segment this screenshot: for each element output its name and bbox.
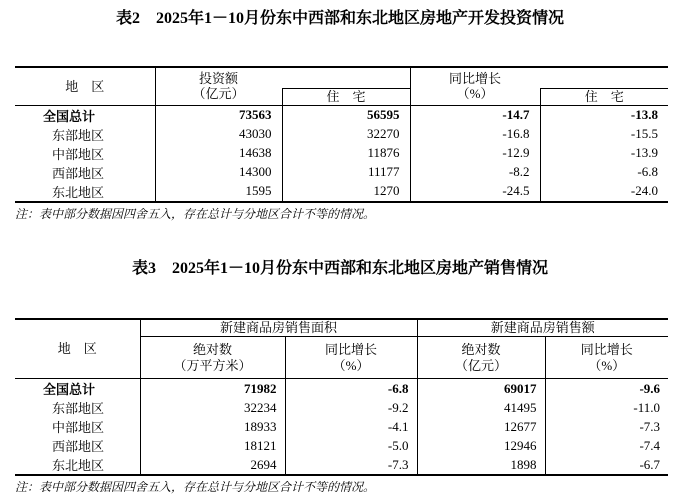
region-cell: 西部地区 [52,165,105,181]
table-note: 注：表中部分数据因四舍五入，存在总计与分地区合计不等的情况。 [15,480,376,494]
value-cell: 41495 [417,398,545,417]
table-row [15,379,668,399]
value-cell: -5.0 [285,436,417,455]
value-cell: 11876 [282,144,410,163]
value-cell: -9.6 [545,379,668,399]
value-cell: 32234 [140,398,285,417]
residential-yoy-subheader: 住 宅 [540,88,668,105]
investment-column-header [155,67,282,105]
area-yoy-line2: （%） [332,357,370,373]
table3-sales [15,318,668,477]
table-row [15,398,668,417]
value-cell: 18933 [140,417,285,436]
value-cell: 43030 [155,125,282,144]
table2-title: 表2 2025年1－10月份东中西部和东北地区房地产开发投资情况 [115,10,564,27]
value-cell: -14.7 [410,105,540,125]
table2-header-row-1 [15,67,668,88]
value-cell: 2694 [140,455,285,475]
header-spacer-cell [540,67,668,88]
region-cell: 东北地区 [52,184,105,200]
value-yoy-subheader [545,337,668,379]
region-column-header: 地 区 [15,67,155,105]
value-cell: -7.3 [545,417,668,436]
value-cell: 71982 [140,379,285,399]
value-cell: 14638 [155,144,282,163]
table2-body [15,105,668,202]
value-cell: -24.0 [540,182,668,202]
region-cell: 东部地区 [52,127,105,143]
value-cell: -4.1 [285,417,417,436]
yoy-header-line1: 同比增长 [448,70,501,86]
value-cell: 73563 [155,105,282,125]
area-absolute-subheader [140,337,285,379]
value-cell: 1898 [417,455,545,475]
investment-header-line2: （亿元） [192,86,245,102]
value-cell: -16.8 [410,125,540,144]
area-yoy-subheader [285,337,417,379]
table-row [15,144,668,163]
value-cell: 14300 [155,163,282,182]
value-cell: 32270 [282,125,410,144]
region-cell: 全国总计 [43,382,96,397]
yoy-header-line2: （%） [456,86,494,102]
value-absolute-subheader [417,337,545,379]
table2-header [15,67,668,105]
value-cell: -13.9 [540,144,668,163]
region-column-header: 地 区 [15,319,140,379]
value-absolute-line1: 绝对数 [461,342,501,358]
table3-header [15,319,668,379]
table3-title: 表3 2025年1－10月份东中西部和东北地区房地产销售情况 [131,259,548,277]
value-cell: -7.3 [285,455,417,475]
region-cell: 全国总计 [43,108,96,124]
value-absolute-line2: （亿元） [455,357,508,373]
region-cell: 东北地区 [52,458,105,473]
value-yoy-line1: 同比增长 [580,342,633,358]
table-note: 注：表中部分数据因四舍五入，存在总计与分地区合计不等的情况。 [15,206,376,221]
region-cell: 东部地区 [52,401,105,416]
value-cell: -8.2 [410,163,540,182]
value-cell: -12.9 [410,144,540,163]
region-cell: 中部地区 [52,420,105,435]
value-cell: 12946 [417,436,545,455]
value-cell: -11.0 [545,398,668,417]
table-row [15,105,668,125]
region-cell: 西部地区 [52,439,105,454]
value-yoy-line2: （%） [588,357,626,373]
yoy-column-header [410,67,540,105]
table-row [15,182,668,202]
value-cell: 18121 [140,436,285,455]
table-row [15,125,668,144]
value-cell: -6.7 [545,455,668,475]
table-row [15,455,668,475]
value-cell: 1595 [155,182,282,202]
value-cell: 56595 [282,105,410,125]
value-cell: 11177 [282,163,410,182]
value-cell: -6.8 [540,163,668,182]
region-cell: 中部地区 [52,146,105,162]
table2-investment [15,66,668,203]
header-spacer-cell [282,67,410,88]
table-row [15,163,668,182]
value-cell: -15.5 [540,125,668,144]
value-cell: 1270 [282,182,410,202]
table3-header-row-1 [15,319,668,337]
table-row [15,417,668,436]
value-cell: -7.4 [545,436,668,455]
value-cell: -9.2 [285,398,417,417]
table-row [15,436,668,455]
sales-area-group-header: 新建商品房销售面积 [140,319,417,337]
value-cell: 69017 [417,379,545,399]
table3-body [15,379,668,476]
value-cell: -24.5 [410,182,540,202]
value-cell: 12677 [417,417,545,436]
area-absolute-line1: 绝对数 [192,342,232,358]
area-yoy-line1: 同比增长 [325,342,378,358]
investment-header-line1: 投资额 [198,70,238,86]
value-cell: -6.8 [285,379,417,399]
residential-investment-subheader: 住 宅 [282,88,410,105]
sales-value-group-header: 新建商品房销售额 [417,319,668,337]
area-absolute-line2: （万平方米） [173,357,252,373]
value-cell: -13.8 [540,105,668,125]
